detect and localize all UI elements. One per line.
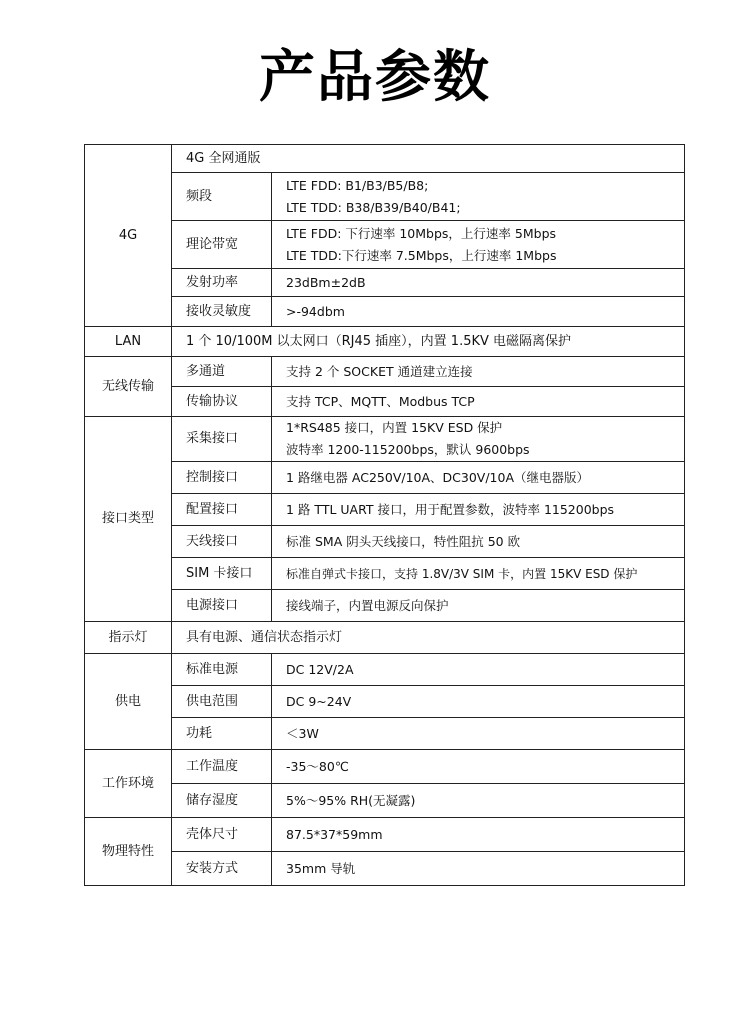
value-cell: 支持 2 个 SOCKET 通道建立连接 bbox=[272, 357, 685, 387]
table-row bbox=[85, 173, 685, 221]
table-row bbox=[85, 387, 685, 417]
table-row bbox=[85, 686, 685, 718]
category-cell: 供电 bbox=[85, 654, 172, 750]
page-title: 产品参数 bbox=[259, 45, 491, 110]
table-row bbox=[85, 818, 685, 852]
param-cell: 标准电源 bbox=[172, 654, 272, 686]
value-cell: 接线端子，内置电源反向保护 bbox=[272, 590, 685, 622]
category-cell: 指示灯 bbox=[85, 622, 172, 654]
param-cell: 控制接口 bbox=[172, 462, 272, 494]
value-cell: 具有电源、通信状态指示灯 bbox=[172, 622, 685, 654]
spec-table bbox=[84, 144, 685, 886]
param-cell: 供电范围 bbox=[172, 686, 272, 718]
value-cell: 1 路 TTL UART 接口，用于配置参数，波特率 115200bps bbox=[272, 494, 685, 526]
param-cell: 传输协议 bbox=[172, 387, 272, 417]
table-row bbox=[85, 417, 685, 462]
table-row bbox=[85, 718, 685, 750]
value-cell: 标准自弹式卡接口，支持 1.8V/3V SIM 卡，内置 15KV ESD 保护 bbox=[272, 558, 685, 590]
table-row bbox=[85, 558, 685, 590]
param-cell: 配置接口 bbox=[172, 494, 272, 526]
value-cell: 1 路继电器 AC250V/10A、DC30V/10A（继电器版） bbox=[272, 462, 685, 494]
param-cell: 多通道 bbox=[172, 357, 272, 387]
param-cell: 采集接口 bbox=[172, 417, 272, 462]
value-cell bbox=[272, 221, 685, 269]
param-cell: 电源接口 bbox=[172, 590, 272, 622]
value-cell: >-94dbm bbox=[272, 297, 685, 327]
value-line: LTE FDD: 下行速率 10Mbps，上行速率 5Mbps bbox=[286, 225, 557, 241]
value-line: 1*RS485 接口，内置 15KV ESD 保护 bbox=[286, 420, 503, 435]
table-row bbox=[85, 269, 685, 297]
value-cell: 23dBm±2dB bbox=[272, 269, 685, 297]
param-cell: 发射功率 bbox=[172, 269, 272, 297]
param-cell: 接收灵敏度 bbox=[172, 297, 272, 327]
table-row bbox=[85, 357, 685, 387]
value-cell: DC 12V/2A bbox=[272, 654, 685, 686]
table-row bbox=[85, 494, 685, 526]
param-cell: 功耗 bbox=[172, 718, 272, 750]
value-line: 波特率 1200-115200bps，默认 9600bps bbox=[286, 442, 530, 457]
param-cell: 安装方式 bbox=[172, 852, 272, 886]
param-cell: 频段 bbox=[172, 173, 272, 221]
table-row bbox=[85, 526, 685, 558]
category-cell: 4G bbox=[85, 145, 172, 327]
value-line: LTE FDD: B1/B3/B5/B8; bbox=[286, 177, 429, 193]
value-cell: -35～80℃ bbox=[272, 750, 685, 784]
param-cell: 工作温度 bbox=[172, 750, 272, 784]
table-row bbox=[85, 750, 685, 784]
value-line: LTE TDD: B38/B39/B40/B41; bbox=[286, 199, 461, 215]
table-row bbox=[85, 852, 685, 886]
table-row bbox=[85, 297, 685, 327]
value-line: LTE TDD:下行速率 7.5Mbps，上行速率 1Mbps bbox=[286, 247, 557, 263]
value-cell: DC 9~24V bbox=[272, 686, 685, 718]
category-cell: LAN bbox=[85, 327, 172, 357]
value-cell: 1 个 10/100M 以太网口（RJ45 插座），内置 1.5KV 电磁隔离保护 bbox=[172, 327, 685, 357]
param-cell: 储存湿度 bbox=[172, 784, 272, 818]
value-cell: 支持 TCP、MQTT、Modbus TCP bbox=[272, 387, 685, 417]
value-cell bbox=[272, 173, 685, 221]
category-cell: 物理特性 bbox=[85, 818, 172, 886]
category-cell: 接口类型 bbox=[85, 417, 172, 622]
table-row bbox=[85, 145, 685, 173]
value-cell: 标准 SMA 阴头天线接口，特性阻抗 50 欧 bbox=[272, 526, 685, 558]
table-row bbox=[85, 784, 685, 818]
value-cell: ＜3W bbox=[272, 718, 685, 750]
table-row bbox=[85, 327, 685, 357]
value-cell bbox=[272, 417, 685, 462]
param-cell: 天线接口 bbox=[172, 526, 272, 558]
param-cell: SIM 卡接口 bbox=[172, 558, 272, 590]
table-row bbox=[85, 654, 685, 686]
table-row bbox=[85, 221, 685, 269]
category-cell: 工作环境 bbox=[85, 750, 172, 818]
value-cell: 4G 全网通版 bbox=[172, 145, 685, 173]
value-cell: 87.5*37*59mm bbox=[272, 818, 685, 852]
param-cell: 壳体尺寸 bbox=[172, 818, 272, 852]
value-cell: 5%～95% RH(无凝露) bbox=[272, 784, 685, 818]
table-row bbox=[85, 590, 685, 622]
param-cell: 理论带宽 bbox=[172, 221, 272, 269]
table-row bbox=[85, 622, 685, 654]
table-row bbox=[85, 462, 685, 494]
category-cell: 无线传输 bbox=[85, 357, 172, 417]
value-cell: 35mm 导轨 bbox=[272, 852, 685, 886]
